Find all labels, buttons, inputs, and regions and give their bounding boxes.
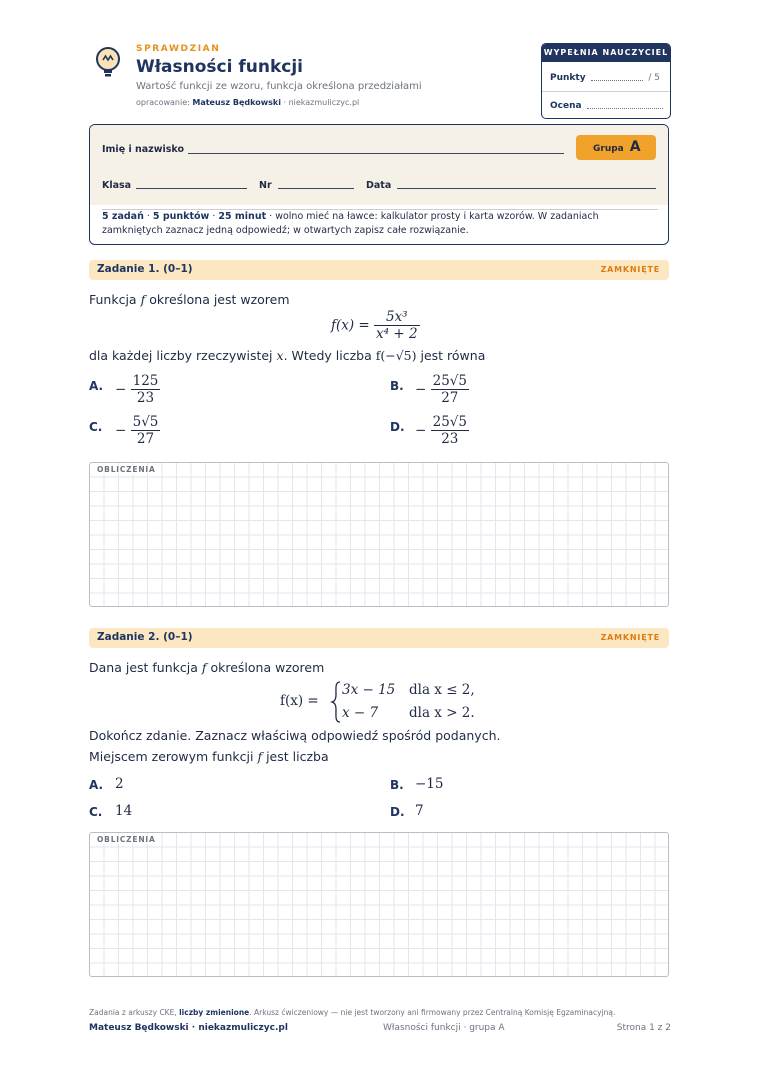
option-denominator: 23	[441, 431, 459, 447]
grade-label: Ocena	[550, 101, 582, 111]
task1-formula-denominator: x⁴ + 2	[376, 326, 418, 342]
task2-question-text-end: jest liczba	[262, 749, 329, 764]
left-brace-icon	[330, 680, 342, 724]
task1-work-label: OBLICZENIA	[97, 465, 156, 474]
task1-formula-lhs: f(x) =	[331, 317, 370, 334]
footer-note-text-end: . Arkusz ćwiczeniowy — nie jest tworzony ani firmowany przez Centralną Komisję Egzaminacyjną.	[249, 1008, 616, 1017]
student-info-box	[89, 124, 669, 245]
name-field[interactable]	[188, 145, 564, 154]
task2-header	[89, 628, 669, 648]
task1-question	[89, 348, 485, 363]
task2-case1-condition: dla x ≤ 2,	[409, 682, 475, 698]
task1-function-name: f	[140, 292, 146, 307]
footer-title: Własności funkcji · grupa A	[383, 1023, 505, 1033]
task2-option-b-letter[interactable]: B.	[390, 778, 404, 792]
task2-case2-condition: dla x > 2.	[409, 705, 475, 721]
points-max: / 5	[648, 73, 660, 83]
info-points: 5 punktów	[152, 211, 210, 222]
credit-line	[136, 98, 359, 107]
teacher-box-divider	[542, 91, 670, 92]
nr-label: Nr	[259, 180, 272, 191]
points-row	[550, 73, 662, 83]
task2-option-a-letter[interactable]: A.	[89, 778, 104, 792]
teacher-box-title: WYPEŁNIA NAUCZYCIEL	[542, 44, 670, 62]
task1-intro-text: Funkcja	[89, 292, 141, 307]
task1-option-b[interactable]	[415, 373, 469, 406]
credit-author: Mateusz Będkowski	[192, 98, 281, 107]
task2-option-a[interactable]: 2	[115, 776, 124, 792]
footer-note-text: Zadania z arkuszy CKE,	[89, 1008, 180, 1017]
task1-formula	[331, 309, 420, 342]
task1-work-area[interactable]	[89, 462, 669, 607]
worksheet-kicker: SPRAWDZIAN	[136, 44, 221, 54]
task2-intro	[89, 660, 324, 675]
option-denominator: 27	[136, 431, 155, 447]
task1-option-c[interactable]	[115, 414, 160, 447]
task1-header	[89, 260, 669, 280]
points-field[interactable]	[591, 73, 643, 81]
task1-option-c-letter[interactable]: C.	[89, 420, 103, 434]
task2-question-text: Miejscem zerowym funkcji	[89, 749, 258, 764]
task1-question-text: dla każdej liczby rzeczywistej	[89, 348, 277, 363]
grade-field[interactable]	[587, 101, 663, 109]
task1-type-tag: ZAMKNIĘTE	[600, 265, 660, 274]
option-sign: −	[415, 381, 427, 398]
group-letter: A	[629, 139, 641, 155]
lightbulb-icon	[93, 46, 123, 80]
task2-work-area[interactable]	[89, 832, 669, 977]
task2-intro-text: Dana jest funkcja	[89, 660, 202, 675]
task2-option-c-letter[interactable]: C.	[89, 805, 103, 819]
task1-question-value: f(−√5)	[375, 348, 417, 363]
task1-intro-text-end: określona jest wzorem	[145, 292, 290, 307]
option-sign: −	[115, 422, 127, 439]
task2-question	[89, 749, 329, 764]
credit-site: · niekazmuliczyc.pl	[283, 98, 360, 107]
page-title: Własności funkcji	[136, 57, 304, 77]
task2-type-tag: ZAMKNIĘTE	[600, 633, 660, 642]
date-field[interactable]	[397, 180, 656, 189]
task2-case1-expression: 3x − 15	[342, 682, 396, 698]
task1-formula-fraction	[374, 309, 420, 342]
task1-question-text-end: jest równa	[416, 348, 486, 363]
teacher-box	[541, 43, 671, 119]
task2-function-name: f	[257, 749, 263, 764]
task1-question-text-mid: . Wtedy liczba	[283, 348, 376, 363]
page-number: Strona 1 z 2	[616, 1023, 671, 1033]
footer-note	[89, 1008, 615, 1017]
page-subtitle: Wartość funkcji ze wzoru, funkcja określona przedziałami	[136, 81, 422, 92]
task2-case2-expression: x − 7	[342, 705, 379, 721]
info-separator: ·	[209, 211, 219, 222]
option-numerator: 125	[132, 373, 159, 389]
task2-option-d[interactable]: 7	[415, 803, 424, 819]
date-label: Data	[366, 180, 392, 191]
task2-title: Zadanie 2. (0–1)	[97, 631, 193, 643]
test-instructions	[102, 209, 658, 238]
task2-option-d-letter[interactable]: D.	[390, 805, 405, 819]
option-numerator: 25√5	[432, 414, 467, 430]
task2-formula-lhs: f(x) =	[280, 693, 319, 709]
task1-option-b-letter[interactable]: B.	[390, 379, 404, 393]
info-rest: · wolno mieć na ławce: kalkulator prosty i karta wzorów. W zadaniach zamkniętych zaznacz jedną odpowiedź; w otwartych zapisz całe rozwiązanie.	[102, 211, 599, 236]
task1-option-a-letter[interactable]: A.	[89, 379, 104, 393]
task2-option-b[interactable]: −15	[415, 776, 444, 792]
task1-title: Zadanie 1. (0–1)	[97, 263, 193, 275]
task1-option-a[interactable]	[115, 373, 160, 406]
option-numerator: 25√5	[432, 373, 467, 389]
option-numerator: 5√5	[132, 414, 159, 430]
task1-intro	[89, 292, 290, 307]
group-label: Grupa	[593, 144, 624, 154]
group-badge	[576, 135, 656, 160]
info-tasks: 5 zadań	[102, 211, 144, 222]
task2-work-label: OBLICZENIA	[97, 835, 156, 844]
footer-note-emphasis: liczby zmienione	[179, 1008, 250, 1017]
name-label: Imię i nazwisko	[102, 144, 184, 155]
grade-row	[550, 101, 662, 111]
task2-intro-text-end: określona wzorem	[206, 660, 325, 675]
task2-instruction: Dokończ zdanie. Zaznacz właściwą odpowiedź spośród podanych.	[89, 728, 501, 743]
footer-author: Mateusz Będkowski · niekazmuliczyc.pl	[89, 1023, 288, 1033]
option-sign: −	[415, 422, 427, 439]
credit-prefix: opracowanie:	[136, 98, 190, 107]
info-separator: ·	[143, 211, 153, 222]
class-field[interactable]	[136, 180, 247, 189]
nr-field[interactable]	[278, 180, 354, 189]
task2-function-name: f	[201, 660, 207, 675]
task1-option-d[interactable]	[415, 414, 469, 447]
option-denominator: 27	[441, 390, 459, 406]
points-label: Punkty	[550, 73, 586, 83]
task1-option-d-letter[interactable]: D.	[390, 420, 405, 434]
option-sign: −	[115, 381, 127, 398]
task1-variable: x	[276, 348, 284, 363]
option-denominator: 23	[136, 390, 155, 406]
class-label: Klasa	[102, 180, 132, 191]
info-time: 25 minut	[218, 211, 267, 222]
task2-option-c[interactable]: 14	[115, 803, 133, 819]
task1-formula-numerator: 5x³	[374, 309, 420, 326]
